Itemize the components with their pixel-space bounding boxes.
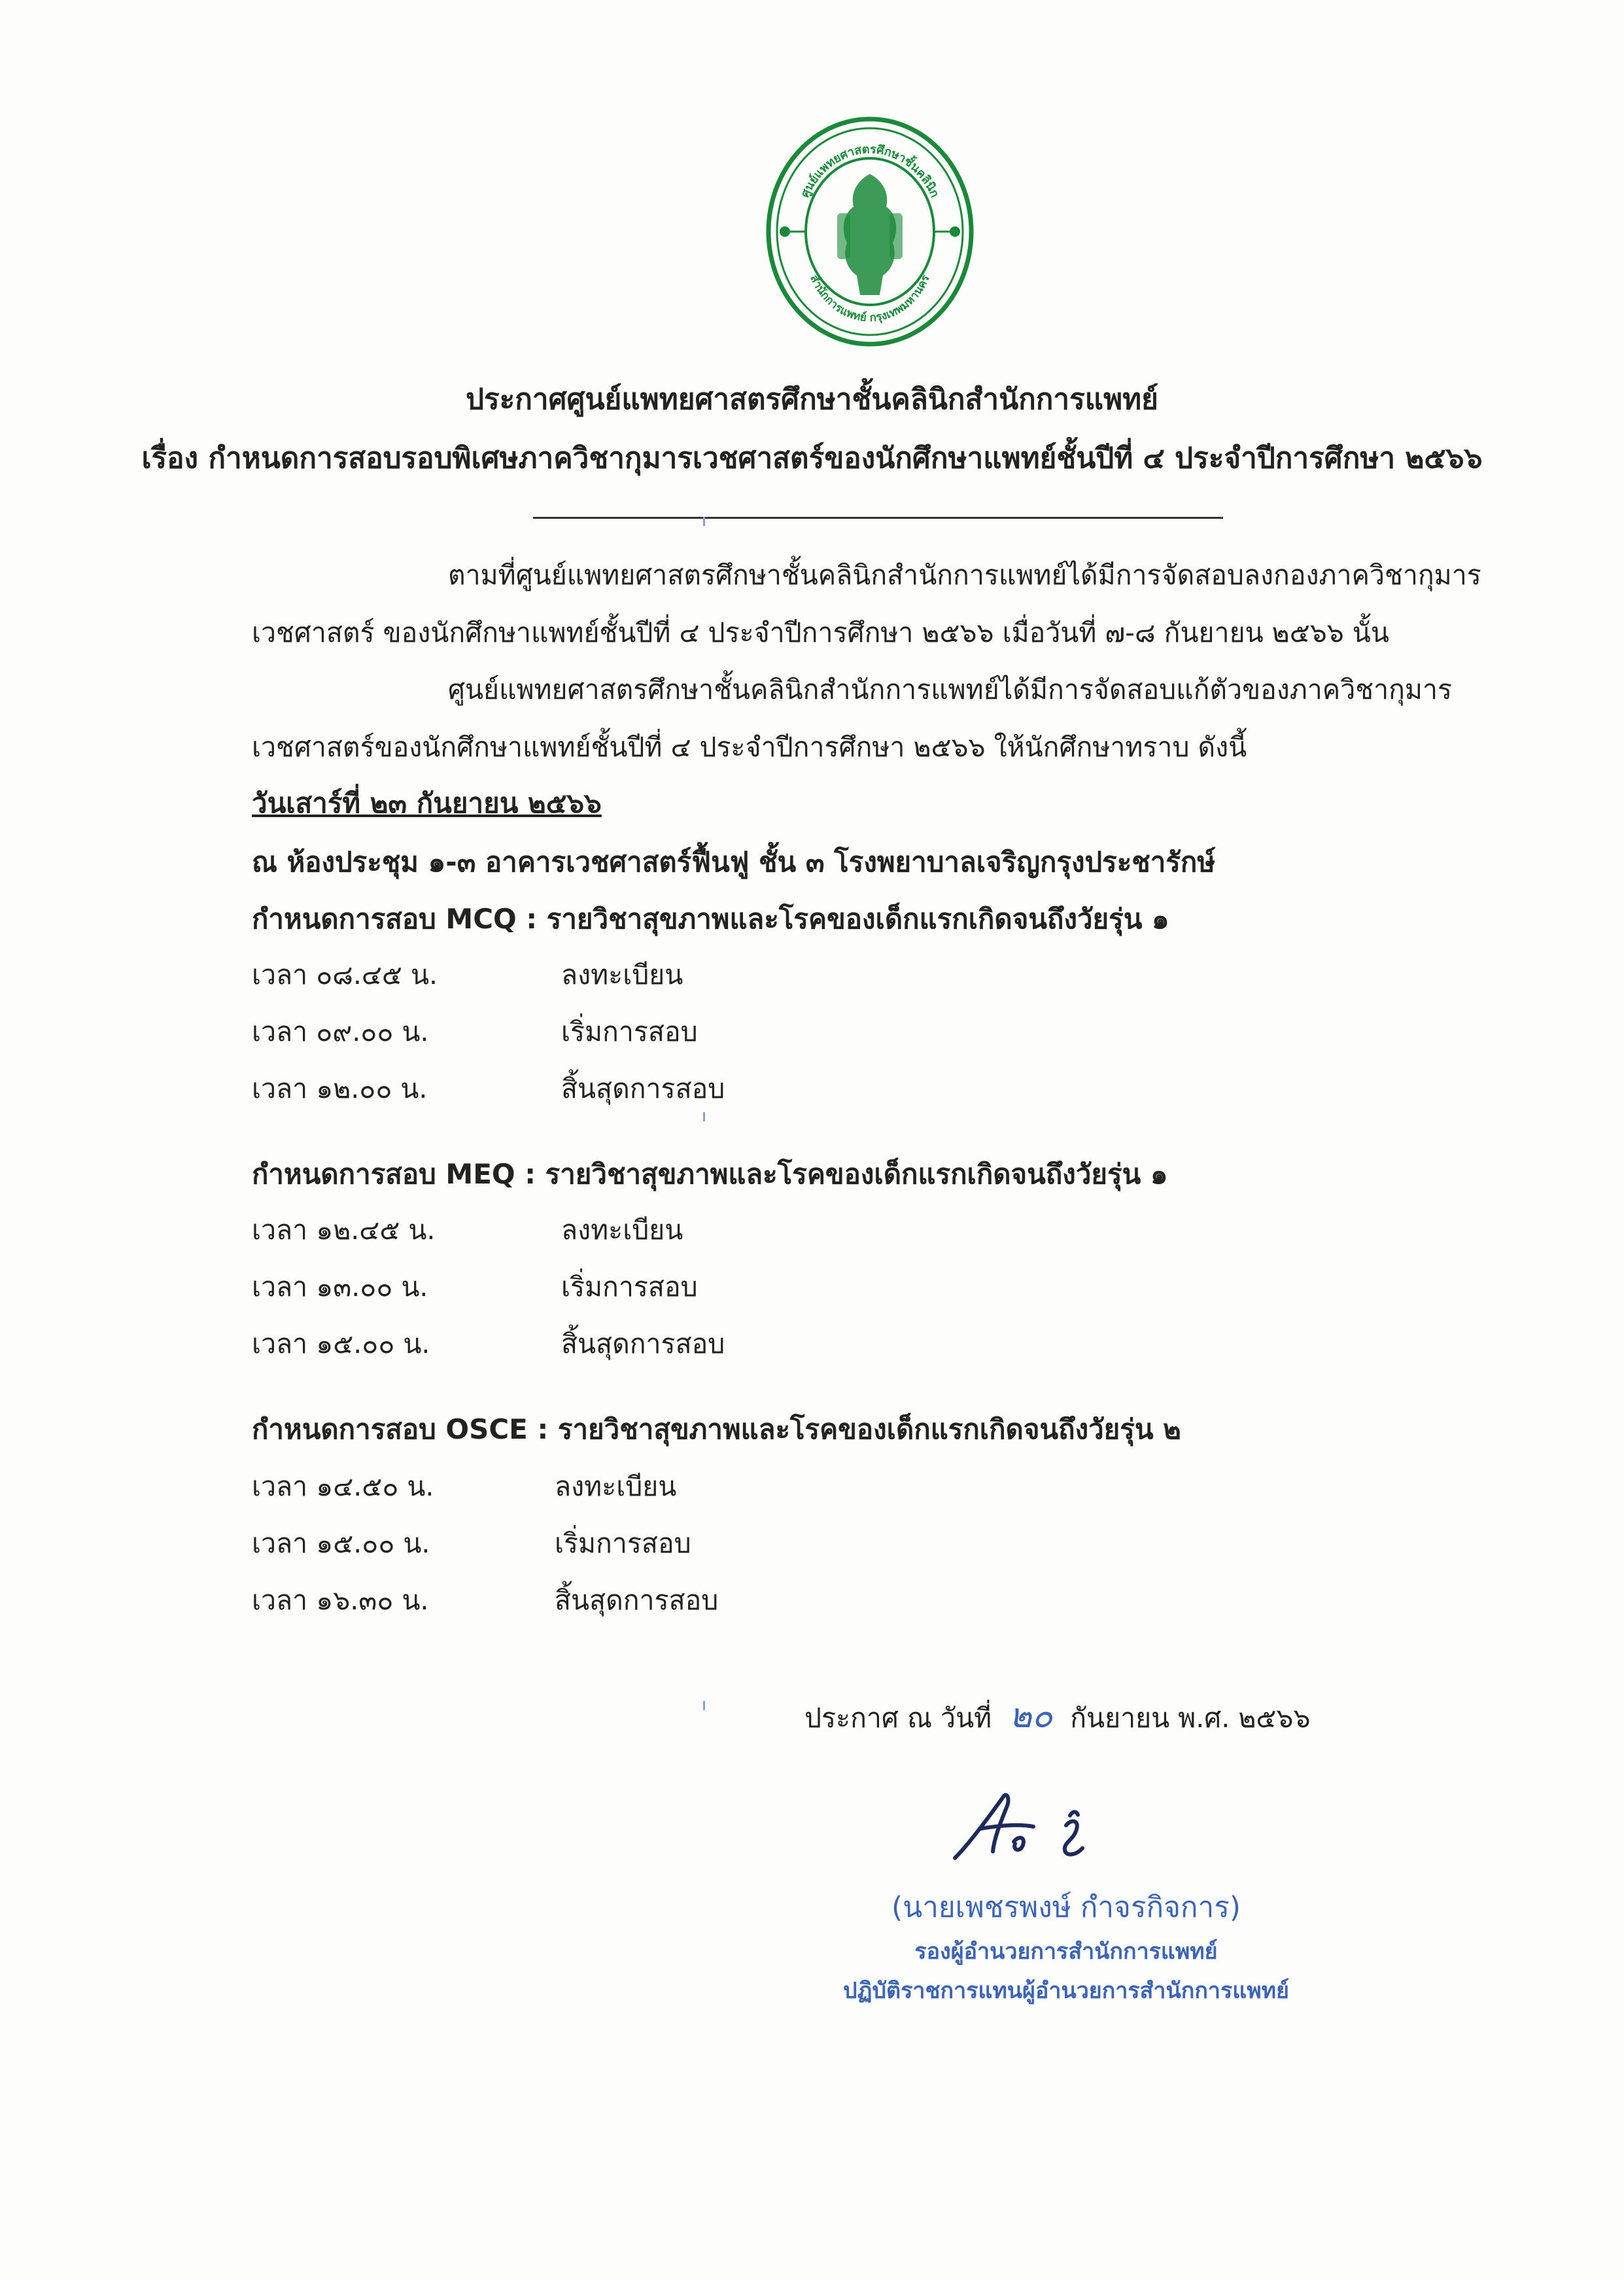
exam-venue: ณ ห้องประชุม ๑-๓ อาคารเวชศาสตร์ฟื้นฟู ชั้น ๓ โรงพยาบาลเจริญกรุงประชารักษ์: [252, 846, 1216, 878]
schedule-time: เวลา ๑๖.๓๐ น.: [252, 1585, 429, 1616]
seal-text-bottom: สำนักการแพทย์ กรุงเทพมหานคร: [807, 273, 933, 325]
scan-speck: [703, 1701, 705, 1710]
schedule-activity: สิ้นสุดการสอบ: [561, 1073, 725, 1104]
schedule-activity: ลงทะเบียน: [561, 1214, 683, 1246]
title-divider: [533, 517, 1223, 519]
schedule-activity: ลงทะเบียน: [561, 959, 683, 991]
announcement-date: [804, 1688, 1310, 1742]
handwritten-signature: [942, 1780, 1125, 1878]
schedule-time: เวลา ๑๕.๐๐ น.: [252, 1528, 430, 1559]
section-heading-mcq: กำหนดการสอบ MCQ : รายวิชาสุขภาพและโรคของเด็กแรกเกิดจนถึงวัยรุ่น ๑: [252, 903, 1169, 935]
seal-text-top: ศูนย์แพทยศาสตรศึกษาชั้นคลินิก: [798, 142, 942, 200]
second-text: ศูนย์แพทยศาสตรศึกษาชั้นคลินิกสำนักการแพทย์ได้มีการจัดสอบแก้ตัวของภาควิชากุมารเวชศาสตร์ของนักศึกษาแพทย์ชั้นปีที่ ๔ ประจำปีการศึกษา ๒๕๖๖ ให้นักศึกษาทราบ ดังนี้: [252, 674, 1452, 763]
announcement-title: ประกาศศูนย์แพทยศาสตรศึกษาชั้นคลินิกสำนักการแพทย์: [466, 383, 1158, 416]
date-suffix: กันยายน พ.ศ. ๒๕๖๖: [1070, 1702, 1311, 1734]
section-heading-osce: กำหนดการสอบ OSCE : รายวิชาสุขภาพและโรคของเด็กแรกเกิดจนถึงวัยรุ่น ๒: [252, 1413, 1181, 1445]
schedule-activity: เริ่มการสอบ: [561, 1016, 698, 1047]
schedule-time: เวลา ๐๘.๔๕ น.: [252, 959, 438, 991]
intro-text: ตามที่ศูนย์แพทยศาสตรศึกษาชั้นคลินิกสำนักการแพทย์ได้มีการจัดสอบลงกองภาควิชากุมารเวชศาสตร์ ของนักศึกษาแพทย์ชั้นปีที่ ๔ ประจำปีการศึกษา ๒๕๖๖ เมื่อวันที่ ๗-๘ กันยายน ๒๕๖๖ นั้น: [252, 559, 1481, 648]
schedule-time: เวลา ๑๒.๔๕ น.: [252, 1214, 436, 1246]
scan-speck: [703, 517, 705, 526]
schedule-time: เวลา ๑๒.๐๐ น.: [252, 1073, 428, 1104]
schedule-activity: ลงทะเบียน: [555, 1471, 677, 1502]
schedule-activity: เริ่มการสอบ: [561, 1271, 698, 1303]
schedule-activity: สิ้นสุดการสอบ: [561, 1328, 725, 1359]
schedule-time: เวลา ๑๓.๐๐ น.: [252, 1271, 428, 1303]
scan-speck: [703, 1112, 705, 1121]
organization-seal: [765, 115, 975, 349]
signer-name: (นายเพชรพงษ์ กำจรกิจการ): [891, 1891, 1241, 1924]
second-paragraph: [252, 661, 1508, 776]
intro-paragraph: [252, 546, 1508, 661]
date-prefix: ประกาศ ณ วันที่: [804, 1702, 992, 1734]
schedule-activity: สิ้นสุดการสอบ: [555, 1585, 719, 1616]
handwritten-day: ๒๐: [1009, 1696, 1053, 1736]
schedule-time: เวลา ๑๕.๐๐ น.: [252, 1328, 430, 1359]
exam-date-heading: วันเสาร์ที่ ๒๓ กันยายน ๒๕๖๖: [252, 787, 602, 819]
schedule-time: เวลา ๐๙.๐๐ น.: [252, 1016, 429, 1047]
section-heading-meq: กำหนดการสอบ MEQ : รายวิชาสุขภาพและโรคของเด็กแรกเกิดจนถึงวัยรุ่น ๑: [252, 1158, 1168, 1190]
schedule-time: เวลา ๑๔.๕๐ น.: [252, 1471, 434, 1502]
signer-acting-role: ปฏิบัติราชการแทนผู้อำนวยการสำนักการแพทย์: [843, 1978, 1289, 2004]
signer-role: รองผู้อำนวยการสำนักการแพทย์: [914, 1938, 1218, 1965]
announcement-subject: เรื่อง กำหนดการสอบรอบพิเศษภาควิชากุมารเวชศาสตร์ของนักศึกษาแพทย์ชั้นปีที่ ๔ ประจำปีการศึกษา ๒๕๖๖: [141, 442, 1483, 475]
schedule-activity: เริ่มการสอบ: [555, 1528, 691, 1559]
